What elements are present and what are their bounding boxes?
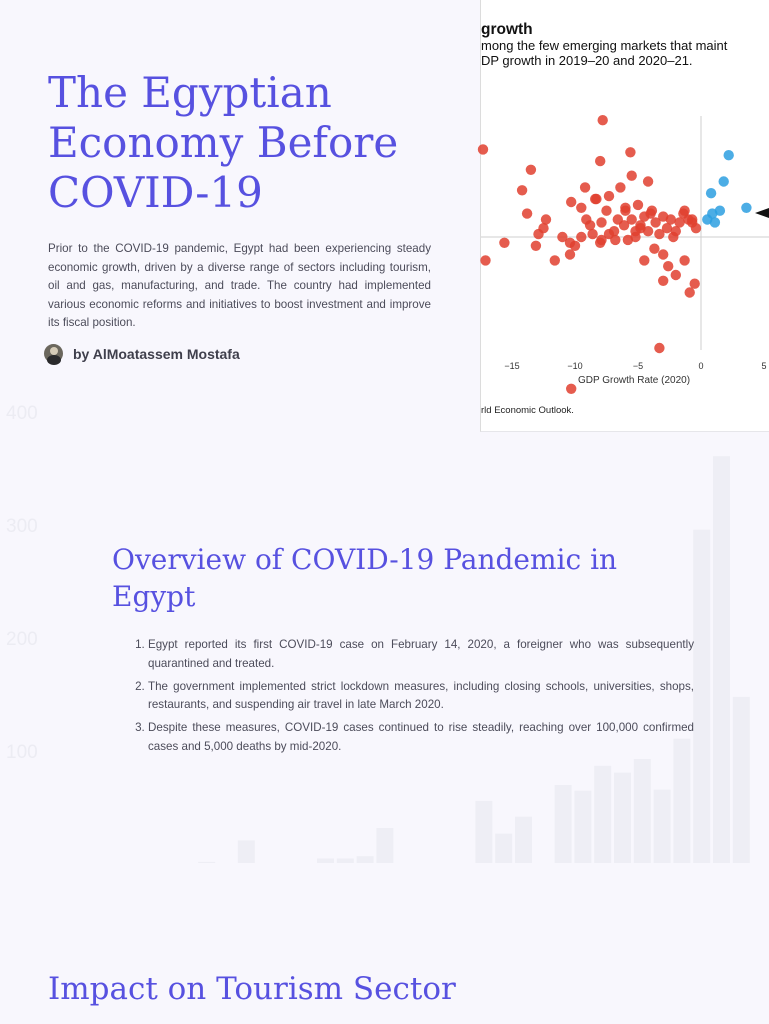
background-bar (555, 785, 572, 863)
y-tick-label: 200 (6, 629, 38, 650)
x-tick-label: 5 (761, 361, 767, 371)
scatter-point (685, 287, 695, 297)
figure-subtitle-line1: mong the few emerging markets that maint (481, 38, 728, 53)
scatter-point (679, 255, 689, 265)
background-bar (594, 766, 611, 863)
background-bar (515, 817, 532, 863)
x-tick-labels (504, 361, 766, 371)
y-tick-label: 100 (6, 742, 38, 763)
scatter-point (595, 156, 605, 166)
overview-title: Overview of COVID-19 Pandemic in Egypt (112, 543, 618, 613)
scatter-point (576, 203, 586, 213)
scatter-point (550, 255, 560, 265)
x-axis-label: GDP Growth Rate (2020) (577, 375, 691, 386)
background-bar (357, 856, 374, 863)
annotation-arrow-icon (755, 208, 769, 218)
overview-list (110, 636, 694, 761)
scatter-point (625, 147, 635, 157)
background-bar (238, 840, 255, 863)
scatter-point (601, 206, 611, 216)
background-bar (654, 790, 671, 863)
scatter-point (499, 238, 509, 248)
scatter-point (645, 208, 655, 218)
scatter-point (609, 226, 619, 236)
scatter-point-highlight (706, 188, 716, 198)
scatter-point (598, 115, 608, 125)
scatter-point (620, 203, 630, 213)
scatter-point (541, 214, 551, 224)
scatter-points (478, 115, 752, 394)
background-bar (733, 697, 750, 863)
scatter-point (566, 384, 576, 394)
scatter-point (690, 279, 700, 289)
background-bar (693, 530, 710, 863)
scatter-point (565, 249, 575, 259)
figure-title: growth (481, 21, 533, 38)
author-avatar (44, 344, 63, 363)
scatter-point (671, 270, 681, 280)
figure-source: rld Economic Outlook. (481, 405, 574, 416)
scatter-point (635, 223, 645, 233)
background-bar (198, 862, 215, 863)
scatter-point-highlight (715, 206, 725, 216)
list-item: 2. The government implemented strict lockdown measures, including closing schools, universities, shops, restaurants, and suspending air travel in late March 2020. (148, 678, 694, 715)
scatter-point (522, 208, 532, 218)
figure-subtitle-line2: DP growth in 2019–20 and 2020–21. (481, 53, 693, 68)
background-bar (376, 828, 393, 863)
scatter-point (687, 214, 697, 224)
scatter-point-highlight (710, 217, 720, 227)
tourism-section-title: Impact on Tourism Sector (48, 971, 456, 1007)
scatter-point (630, 232, 640, 242)
scatter-point (654, 343, 664, 353)
x-tick-label: −10 (567, 361, 583, 371)
gdp-scatter-chart (481, 0, 769, 431)
background-bar (614, 773, 631, 863)
scatter-point-highlight (724, 150, 734, 160)
background-bar (337, 859, 354, 864)
scatter-point (591, 194, 601, 204)
gdp-growth-figure (480, 0, 769, 432)
scatter-point (663, 261, 673, 271)
scatter-point (627, 171, 637, 181)
author-byline (44, 344, 240, 363)
scatter-point (658, 276, 668, 286)
scatter-point (517, 185, 527, 195)
scatter-point (480, 255, 490, 265)
background-bar (317, 859, 334, 864)
scatter-point (610, 235, 620, 245)
scatter-point (668, 232, 678, 242)
intro-paragraph: Prior to the COVID-19 pandemic, Egypt had been experiencing steady economic growth, driven by a diverse range of sectors including tourism, oil and gas, manufacturing, and trade. The country had implemented various economic reforms and initiatives to boost investment and improve its fiscal position. (48, 242, 431, 330)
author-name: by AlMoatassem Mostafa (73, 345, 240, 362)
scatter-point (557, 232, 567, 242)
scatter-point (633, 200, 643, 210)
scatter-point (585, 220, 595, 230)
list-item: 3. Despite these measures, COVID-19 cases continued to rise steadily, reaching over 100,000 confirmed cases and 5,000 deaths by mid-2020. (148, 719, 694, 756)
scatter-point-highlight (741, 203, 751, 213)
y-tick-label: 300 (6, 516, 38, 537)
scatter-point (478, 144, 488, 154)
scatter-point (531, 241, 541, 251)
background-bar (574, 791, 591, 863)
scatter-point (639, 255, 649, 265)
scatter-point (526, 165, 536, 175)
scatter-point (604, 191, 614, 201)
x-tick-label: 0 (698, 361, 704, 371)
y-tick-label: 400 (6, 403, 38, 424)
x-tick-label: −15 (504, 361, 520, 371)
background-bar (495, 834, 512, 863)
scatter-point (627, 214, 637, 224)
scatter-point (576, 232, 586, 242)
list-item: 1. Egypt reported its first COVID-19 case on February 14, 2020, a foreigner who was subsequently quarantined and treated. (148, 636, 694, 673)
scatter-point (649, 244, 659, 254)
background-bar (475, 801, 492, 863)
scatter-point-highlight (719, 176, 729, 186)
background-bar (713, 456, 730, 863)
x-tick-label: −5 (632, 361, 644, 371)
scatter-point (679, 206, 689, 216)
scatter-point (587, 229, 597, 239)
background-bar (634, 759, 651, 863)
scatter-point (615, 182, 625, 192)
scatter-point (658, 249, 668, 259)
scatter-point (566, 197, 576, 207)
scatter-point (596, 235, 606, 245)
scatter-point (643, 176, 653, 186)
scatter-point (596, 217, 606, 227)
page-title: The Egyptian Economy Before COVID-19 (48, 68, 399, 217)
scatter-point (580, 182, 590, 192)
scatter-point (666, 214, 676, 224)
